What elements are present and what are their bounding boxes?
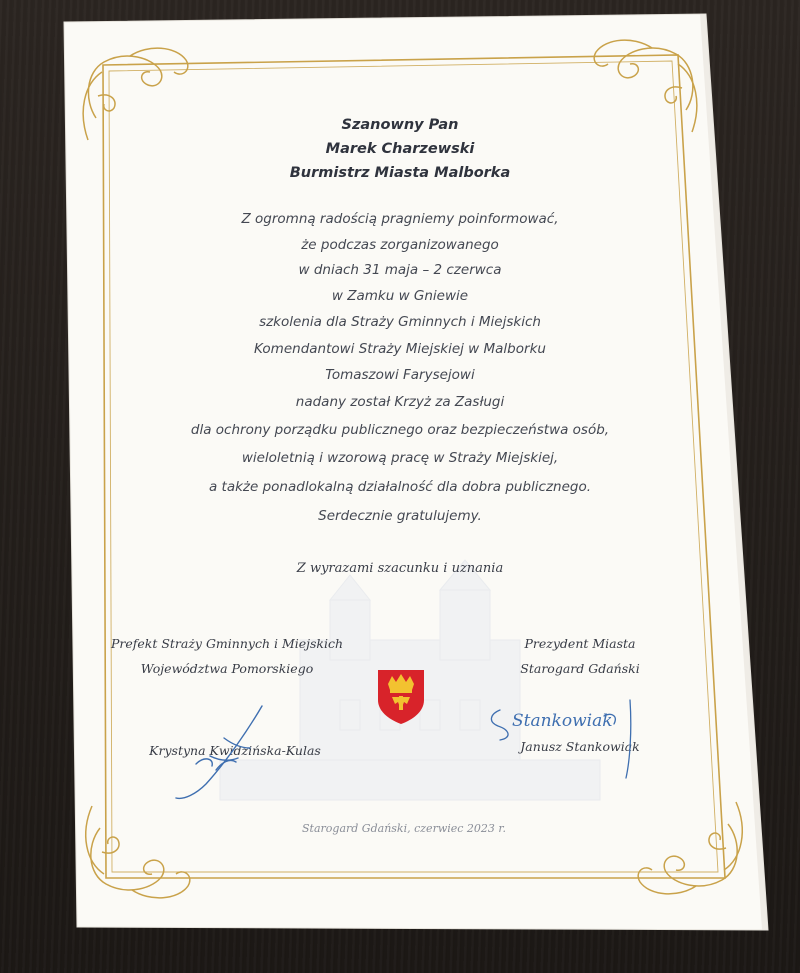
left-signatory-title-2: Województwa Pomorskiego	[140, 661, 314, 676]
body-line: wieloletnią i wzorową pracę w Straży Miejskiej,	[241, 450, 559, 466]
left-signatory-title-1: Prefekt Straży Gminnych i Miejskich	[110, 636, 344, 651]
body-line: dla ochrony porządku publicznego oraz bezpieczeństwa osób,	[190, 422, 610, 438]
right-signatory-name: Janusz Stankowiak	[520, 739, 640, 754]
recipient-title: Burmistrz Miasta Malborka	[289, 165, 511, 181]
salutation-line: Szanowny Pan	[341, 117, 459, 133]
place-date: Starogard Gdański, czerwiec 2023 r.	[302, 822, 506, 835]
body-line: Serdecznie gratulujemy.	[318, 508, 482, 524]
body-line: a także ponadlokalną działalność dla dobra publicznego.	[208, 479, 592, 495]
left-signatory-name: Krystyna Kwidzińska-Kulas	[149, 743, 321, 758]
body-line: Tomaszowi Farysejowi	[325, 367, 475, 383]
body-line: w dniach 31 maja – 2 czerwca	[298, 262, 502, 278]
body-line: Komendantowi Straży Miejskiej w Malborku	[254, 341, 546, 357]
right-signatory-title-2: Starogard Gdański	[520, 661, 640, 676]
body-line: szkolenia dla Straży Gminnych i Miejskich	[259, 314, 541, 330]
body-line: nadany został Krzyż za Zasługi	[295, 394, 505, 410]
body-line: w Zamku w Gniewie	[331, 288, 469, 304]
recipient-name: Marek Charzewski	[325, 141, 475, 157]
right-signature: Stankowiak	[512, 711, 613, 731]
body-line: że podczas zorganizowanego	[301, 237, 499, 253]
body-line: Z ogromną radością pragniemy poinformować,	[241, 211, 559, 227]
closing-line: Z wyrazami szacunku i uznania	[296, 561, 504, 576]
right-signatory-title-1: Prezydent Miasta	[524, 636, 636, 651]
